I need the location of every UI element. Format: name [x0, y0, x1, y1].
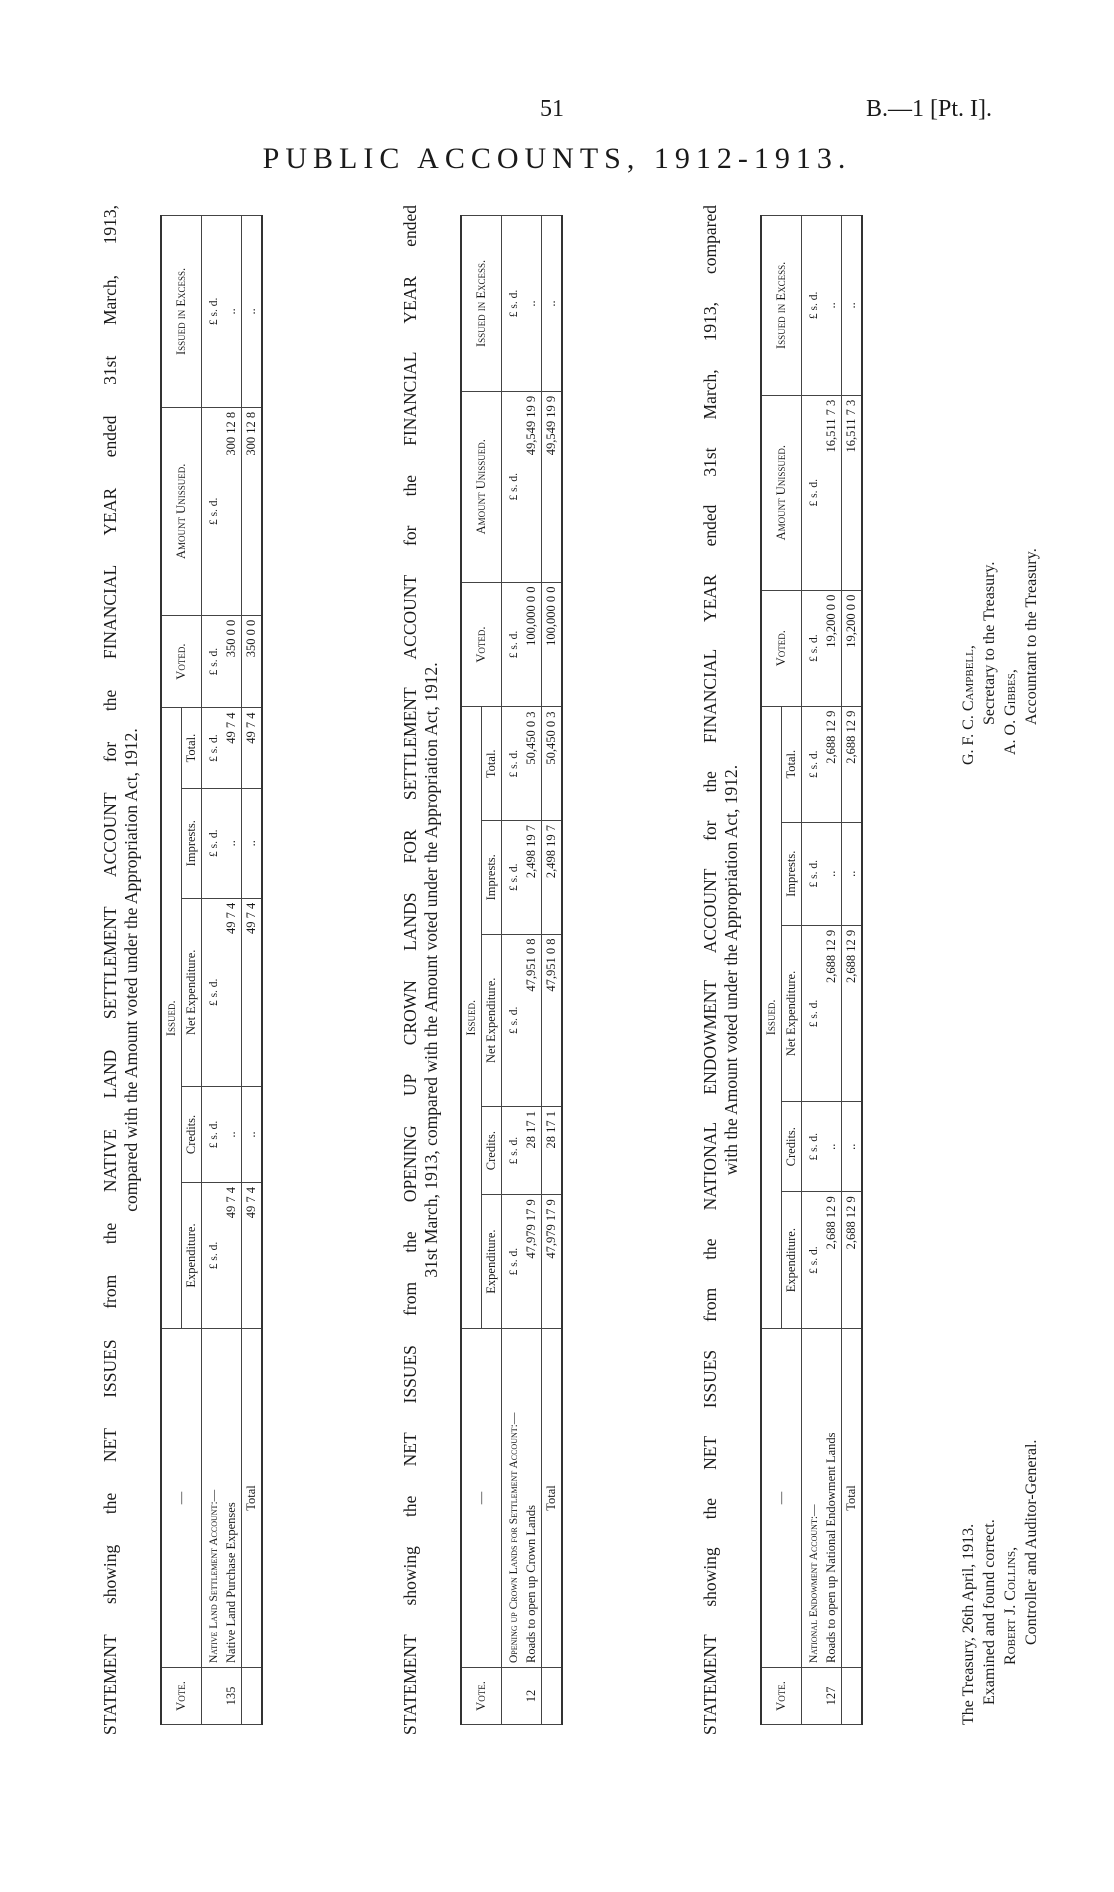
col-excess: Issued in Excess.	[461, 216, 502, 392]
col-description: —	[761, 1329, 802, 1668]
units-label: £ s. d.	[202, 615, 223, 708]
statement-3-heading-line2: with the Amount voted under the Appropriation Act, 1912.	[721, 764, 741, 1176]
col-imprests: Imprests.	[182, 788, 202, 898]
col-expenditure: Expenditure.	[782, 1192, 802, 1329]
total-row	[542, 216, 563, 1725]
units-label: £ s. d.	[802, 1192, 823, 1329]
cell-credits: 28 17 1	[522, 1107, 542, 1195]
total-voted: 350 0 0	[242, 615, 263, 708]
col-issued: Issued.	[161, 708, 182, 1329]
statement-2-heading-line1: STATEMENT showing the NET ISSUES from the OPENING UP CROWN LANDS FOR SETTLEMENT ACCOUNT for the FINANCIAL YEAR ended	[400, 205, 420, 1735]
col-voted: Voted.	[761, 590, 802, 706]
table-row	[522, 216, 542, 1725]
total-label: Total	[542, 1329, 563, 1668]
accountant-title: Accountant to the Treasury.	[1023, 548, 1040, 725]
cell-unissued: 16,511 7 3	[822, 395, 842, 590]
units-label: £ s. d.	[202, 708, 223, 788]
cell-voted: 350 0 0	[222, 615, 242, 708]
cell-total: 49 7 4	[222, 708, 242, 788]
statement-1-heading-line2: compared with the Amount voted under the Appropriation Act, 1912.	[121, 728, 141, 1212]
col-vote: Vote.	[161, 1668, 202, 1725]
total-voted: 100,000 0 0	[542, 582, 563, 707]
total-credits: ..	[242, 1086, 263, 1182]
total-expenditure: 47,979 17 9	[542, 1195, 563, 1329]
statement-3-table	[760, 215, 863, 1725]
vote-number: 12	[522, 1668, 542, 1725]
account-title: Native Land Settlement Account:—	[202, 1329, 223, 1668]
statement-2-table	[460, 215, 563, 1725]
table-row	[822, 216, 842, 1725]
col-vote: Vote.	[461, 1668, 502, 1725]
units-label: £ s. d.	[202, 1086, 223, 1182]
statements-canvas	[90, 205, 1090, 1735]
col-credits: Credits.	[782, 1102, 802, 1192]
col-description: —	[461, 1329, 502, 1668]
col-description: —	[161, 1329, 202, 1668]
total-credits: ..	[842, 1102, 863, 1192]
auditor-title: Controller and Auditor-General.	[1023, 1439, 1040, 1645]
col-expenditure: Expenditure.	[182, 1183, 202, 1329]
col-voted: Voted.	[161, 615, 202, 708]
vote-number: 135	[222, 1668, 242, 1725]
col-issued: Issued.	[461, 707, 482, 1329]
total-total: 49 7 4	[242, 708, 263, 788]
secretary-name: G. F. C. Campbell,	[960, 645, 977, 765]
total-credits: 28 17 1	[542, 1107, 563, 1195]
total-total: 50,450 0 3	[542, 707, 563, 821]
cell-voted: 100,000 0 0	[522, 582, 542, 707]
total-row	[242, 216, 263, 1725]
col-total: Total.	[782, 706, 802, 822]
col-excess: Issued in Excess.	[761, 216, 802, 396]
signoff-treasury-block	[958, 225, 1042, 765]
cell-credits: ..	[222, 1086, 242, 1182]
account-title: Opening up Crown Lands for Settlement Account:—	[502, 1329, 523, 1668]
col-imprests: Imprests.	[782, 822, 802, 925]
col-excess: Issued in Excess.	[161, 216, 202, 408]
statement-1-heading	[100, 205, 142, 1735]
units-label: £ s. d.	[502, 1107, 523, 1195]
cell-net: 49 7 4	[222, 898, 242, 1086]
total-voted: 19,200 0 0	[842, 590, 863, 706]
units-label: £ s. d.	[502, 934, 523, 1107]
cell-imprests: ..	[822, 822, 842, 925]
item-description: Roads to open up National Endowment Lands	[822, 1329, 842, 1668]
total-unissued: 16,511 7 3	[842, 395, 863, 590]
rotated-content	[90, 205, 1114, 1735]
item-description: Roads to open up Crown Lands	[522, 1329, 542, 1668]
statement-3-heading-line1: STATEMENT showing the NET ISSUES from the NATIONAL ENDOWMENT ACCOUNT for the FINANCIAL YEAR ended 31st March, 1913, compared	[700, 205, 720, 1735]
vote-number: 127	[822, 1668, 842, 1725]
col-vote: Vote.	[761, 1668, 802, 1725]
total-excess: ..	[242, 216, 263, 408]
total-imprests: ..	[842, 822, 863, 925]
page-number: 51	[540, 96, 564, 122]
col-total: Total.	[182, 708, 202, 788]
signoff-auditor-block	[958, 1025, 1042, 1725]
statement-3-heading	[700, 205, 742, 1735]
total-expenditure: 49 7 4	[242, 1183, 263, 1329]
total-net: 2,688 12 9	[842, 925, 863, 1101]
cell-excess: ..	[822, 216, 842, 396]
signoff	[958, 215, 1078, 1725]
item-description: Native Land Purchase Expenses	[222, 1329, 242, 1668]
units-label: £ s. d.	[502, 216, 523, 392]
accountant-name: A. O. Gibbes,	[1002, 669, 1019, 755]
units-label: £ s. d.	[802, 216, 823, 396]
running-head: PUBLIC ACCOUNTS, 1912-1913.	[262, 142, 852, 175]
cell-expenditure: 2,688 12 9	[822, 1192, 842, 1329]
statement-1-heading-line1: STATEMENT showing the NET ISSUES from the NATIVE LAND SETTLEMENT ACCOUNT for the FINANCIAL YEAR ended 31st March, 1913,	[100, 205, 120, 1735]
col-net-expenditure: Net Expenditure.	[182, 898, 202, 1086]
statement-1-table	[160, 215, 263, 1725]
units-label: £ s. d.	[802, 1102, 823, 1192]
total-imprests: ..	[242, 788, 263, 898]
cell-voted: 19,200 0 0	[822, 590, 842, 706]
cell-net: 2,688 12 9	[822, 925, 842, 1101]
total-unissued: 300 12 8	[242, 407, 263, 615]
total-row	[842, 216, 863, 1725]
cell-net: 47,951 0 8	[522, 934, 542, 1107]
col-credits: Credits.	[182, 1086, 202, 1182]
signoff-examined: Examined and found correct.	[981, 1519, 998, 1705]
cell-expenditure: 47,979 17 9	[522, 1195, 542, 1329]
total-imprests: 2,498 19 7	[542, 821, 563, 935]
units-label: £ s. d.	[202, 898, 223, 1086]
total-excess: ..	[842, 216, 863, 396]
units-label: £ s. d.	[202, 407, 223, 615]
col-total: Total.	[482, 707, 502, 821]
units-label: £ s. d.	[202, 1183, 223, 1329]
units-label: £ s. d.	[802, 590, 823, 706]
cell-total: 2,688 12 9	[822, 706, 842, 822]
units-label: £ s. d.	[502, 821, 523, 935]
account-title: National Endowment Account:—	[802, 1329, 823, 1668]
cell-credits: ..	[822, 1102, 842, 1192]
units-label: £ s. d.	[502, 391, 523, 582]
units-label: £ s. d.	[202, 216, 223, 408]
units-label: £ s. d.	[502, 1195, 523, 1329]
total-label: Total	[242, 1329, 263, 1668]
cell-imprests: 2,498 19 7	[522, 821, 542, 935]
cell-imprests: ..	[222, 788, 242, 898]
units-label: £ s. d.	[502, 707, 523, 821]
col-imprests: Imprests.	[482, 821, 502, 935]
signoff-date: The Treasury, 26th April, 1913.	[960, 1523, 977, 1725]
col-unissued: Amount Unissued.	[161, 407, 202, 615]
col-voted: Voted.	[461, 582, 502, 707]
cell-unissued: 49,549 19 9	[522, 391, 542, 582]
units-label: £ s. d.	[502, 582, 523, 707]
total-total: 2,688 12 9	[842, 706, 863, 822]
total-unissued: 49,549 19 9	[542, 391, 563, 582]
cell-expenditure: 49 7 4	[222, 1183, 242, 1329]
col-net-expenditure: Net Expenditure.	[782, 925, 802, 1101]
total-label: Total	[842, 1329, 863, 1668]
cell-total: 50,450 0 3	[522, 707, 542, 821]
col-issued: Issued.	[761, 706, 782, 1328]
statement-2-heading-line2: 31st March, 1913, compared with the Amount voted under the Appropriation Act, 1912.	[421, 662, 441, 1278]
units-label: £ s. d.	[802, 822, 823, 925]
cell-excess: ..	[222, 216, 242, 408]
units-label: £ s. d.	[202, 788, 223, 898]
units-label: £ s. d.	[802, 925, 823, 1101]
col-net-expenditure: Net Expenditure.	[482, 934, 502, 1107]
statement-2-heading	[400, 205, 442, 1735]
cell-unissued: 300 12 8	[222, 407, 242, 615]
units-label: £ s. d.	[802, 706, 823, 822]
col-credits: Credits.	[482, 1107, 502, 1195]
secretary-title: Secretary to the Treasury.	[981, 561, 998, 725]
table-row	[222, 216, 242, 1725]
total-net: 47,951 0 8	[542, 934, 563, 1107]
total-expenditure: 2,688 12 9	[842, 1192, 863, 1329]
total-excess: ..	[542, 216, 563, 392]
cell-excess: ..	[522, 216, 542, 392]
col-unissued: Amount Unissued.	[461, 391, 502, 582]
col-unissued: Amount Unissued.	[761, 395, 802, 590]
col-expenditure: Expenditure.	[482, 1195, 502, 1329]
units-label: £ s. d.	[802, 395, 823, 590]
auditor-name: Robert J. Collins,	[1002, 1546, 1019, 1665]
document-reference: B.—1 [Pt. I].	[866, 96, 992, 122]
total-net: 49 7 4	[242, 898, 263, 1086]
